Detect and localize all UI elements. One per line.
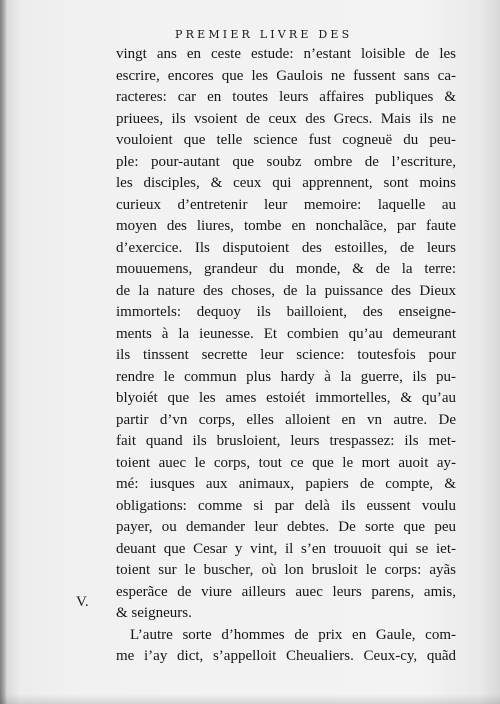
page-bottom-shadow — [0, 694, 500, 704]
text-line: d’exercice. Ils disputoient des estoilles, de leurs — [116, 239, 456, 256]
body-text — [116, 44, 456, 668]
text-line: obligations: comme si par delà ils eussent voulu — [116, 497, 456, 514]
text-line: toient auec le corps, tout ce que le mort auoit ay- — [116, 454, 456, 471]
text-line: fait quand ils brusloient, leurs trespassez: ils met- — [116, 433, 456, 449]
text-line: escrire, encores que les Gaulois ne fussent sans ca- — [116, 67, 456, 84]
page-gutter-shadow — [0, 0, 6, 704]
text-line: payer, ou demander leur debtes. De sorte que peu — [116, 519, 456, 535]
text-line: ple: pour-autant que soubz ombre de l’escriture, — [116, 153, 456, 170]
text-line: de la nature des choses, de la puissance des Dieux — [116, 282, 456, 299]
marginal-numeral: V. — [76, 594, 89, 610]
text-line: me i’ay dict, s’appelloit Cheualiers. Ceux-cy, quãd — [116, 648, 456, 664]
text-line: rendre le commun plus hardy à la guerre, ils pu- — [116, 368, 456, 385]
text-line: ments à la ieunesse. Et combien qu’au demeurant — [116, 325, 456, 342]
text-line: priuees, ils vsoient de ceux des Grecs. Mais ils ne — [116, 110, 456, 127]
paragraph-start-line: L’autre sorte d’hommes de prix en Gaule, com- — [130, 626, 456, 643]
text-line: immortels: dequoy ils bailloient, des enseigne- — [116, 304, 456, 320]
text-line: ils tinssent secrette leur science: toutesfois pour — [116, 347, 456, 363]
text-line: blyoiét que les ames estoiét immortelles, & qu’au — [116, 390, 456, 406]
text-line: vingt ans en ceste estude: n’estant loisible de les — [116, 46, 456, 62]
text-line: esperãce de viure ailleurs auec leurs parens, amis, — [116, 583, 456, 600]
running-head: PREMIER LIVRE DES — [175, 28, 353, 41]
text-line: partir d’vn corps, elles alloient en vn autre. De — [116, 411, 456, 428]
text-line: mé: iusques aux animaux, papiers de compte, & — [116, 476, 456, 492]
text-line: mouuemens, grandeur du monde, & de la terre: — [116, 261, 456, 277]
text-line: moyen des liures, tombe en nonchalãce, par faute — [116, 218, 456, 234]
text-line: toient sur le buscher, où lon brusloit le corps: ayãs — [116, 562, 456, 578]
text-line: & seigneurs. — [116, 605, 192, 621]
text-line: les disciples, & ceux qui apprennent, sont moins — [116, 175, 456, 191]
text-line: racteres: car en toutes leurs affaires publiques & — [116, 89, 456, 105]
text-line: deuant que Cesar y vint, il s’en trouuoit qui se iet- — [116, 540, 456, 557]
text-line: vouloient que telle science fust cogneuë du peu- — [116, 132, 456, 148]
text-line: curieux d’entretenir leur memoire: laquelle au — [116, 196, 456, 213]
